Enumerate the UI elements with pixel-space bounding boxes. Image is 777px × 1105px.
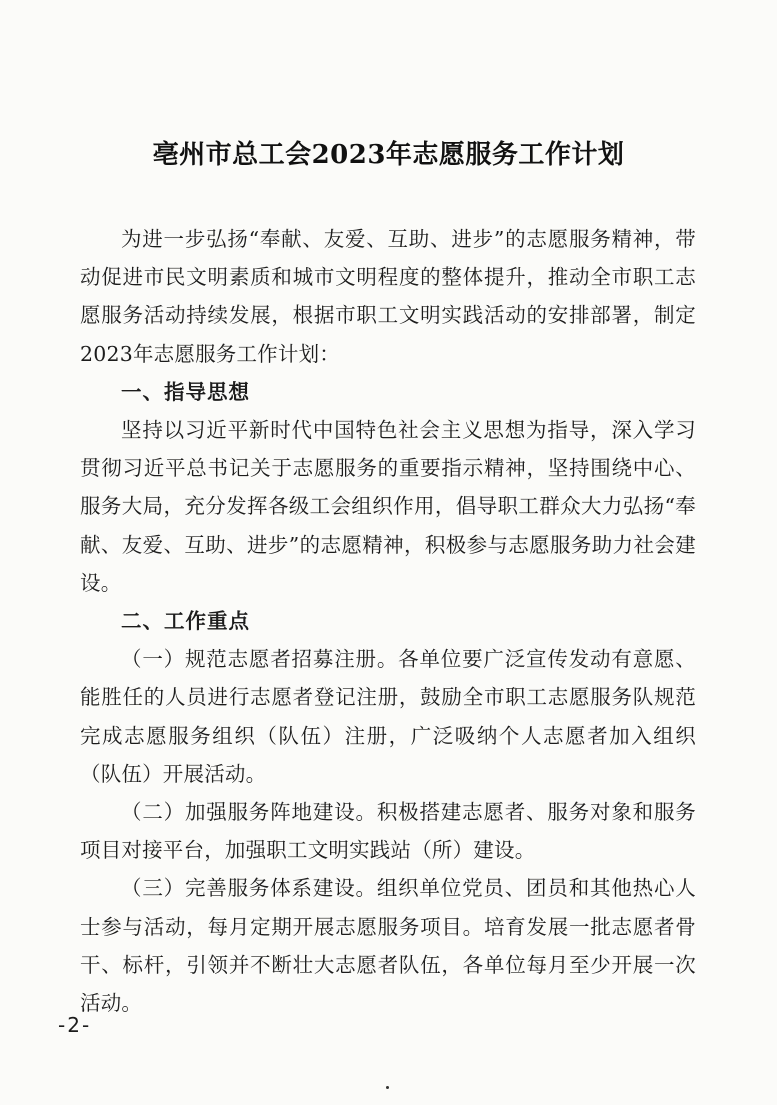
- work-focus-item-2: （二）加强服务阵地建设。积极搭建志愿者、服务对象和服务项目对接平台，加强职工文明实践站（所）建设。: [80, 800, 696, 863]
- page-number: -2-: [58, 1013, 92, 1037]
- work-focus-item-1: （一）规范志愿者招募注册。各单位要广泛宣传发动有意愿、能胜任的人员进行志愿者登记注册，鼓励全市职工志愿服务队规范完成志愿服务组织（队伍）注册，广泛吸纳个人志愿者加入组织（队伍）开展活动。: [80, 647, 696, 786]
- document-title: 亳州市总工会2023年志愿服务工作计划: [152, 140, 625, 170]
- section-heading-work-focus: 二、工作重点: [121, 609, 250, 634]
- intro-paragraph: 为进一步弘扬“奉献、友爱、互助、进步”的志愿服务精神，带动促进市民文明素质和城市文明程度的整体提升，推动全市职工志愿服务活动持续发展，根据市职工文明实践活动的安排部署，制定2023年志愿服务工作计划：: [80, 227, 696, 366]
- work-focus-item-3: （三）完善服务体系建设。组织单位党员、团员和其他热心人士参与活动，每月定期开展志愿服务项目。培育发展一批志愿者骨干、标杆，引领并不断壮大志愿者队伍，各单位每月至少开展一次活动。: [80, 876, 696, 1016]
- guiding-ideology-paragraph: 坚持以习近平新时代中国特色社会主义思想为指导，深入学习贯彻习近平总书记关于志愿服务的重要指示精神，坚持围绕中心、服务大局，充分发挥各级工会组织作用，倡导职工群众大力弘扬“奉献、友爱、互助、进步”的志愿精神，积极参与志愿服务助力社会建设。: [80, 418, 696, 595]
- scan-artifact-dot: [386, 1086, 389, 1089]
- document-body: [80, 220, 696, 1022]
- section-heading-guiding-ideology: 一、指导思想: [121, 379, 250, 404]
